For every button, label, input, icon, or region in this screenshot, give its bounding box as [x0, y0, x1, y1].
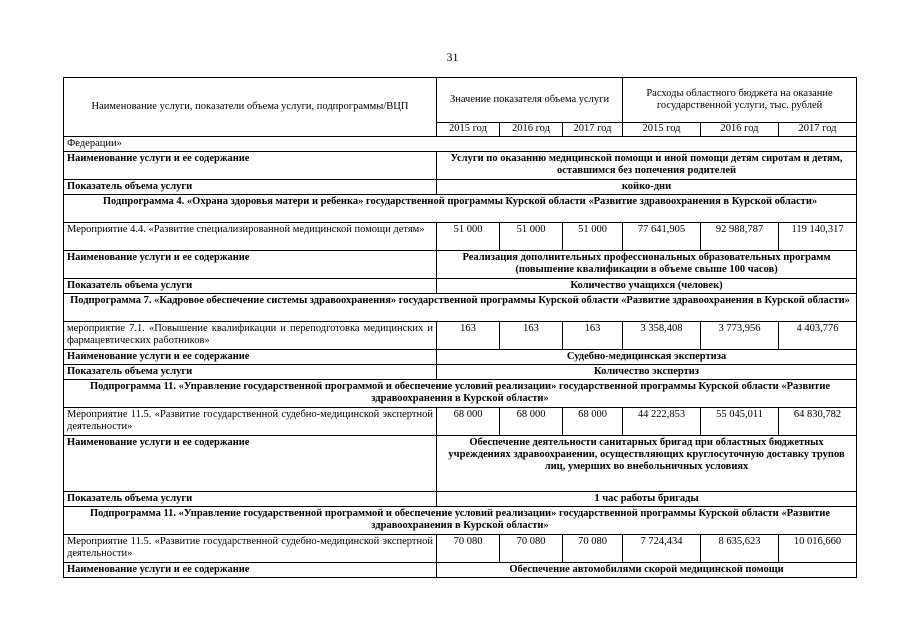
- value-cell: 70 080: [563, 535, 623, 563]
- subprogram-row: Подпрограмма 4. «Охрана здоровья матери и ребенка» государственной программы Курской области «Развитие здравоохранения в Курской области»: [64, 195, 857, 223]
- header-budget: Расходы областного бюджета на оказание государственной услуги, тыс. рублей: [623, 78, 857, 123]
- indicator-label: Показатель объема услуги: [64, 279, 437, 294]
- header-name: Наименование услуги, показатели объема услуги, подпрограммы/ВЦП: [64, 78, 437, 137]
- year-header: 2015 год: [623, 123, 701, 137]
- measure-label: мероприятие 7.1. «Повышение квалификации и переподготовка медицинских и фармацевтических работников»: [64, 322, 437, 350]
- service-value: Судебно-медицинская экспертиза: [437, 350, 857, 365]
- year-header: 2015 год: [437, 123, 500, 137]
- service-label: Наименование услуги и ее содержание: [64, 436, 437, 492]
- service-label: Наименование услуги и ее содержание: [64, 350, 437, 365]
- indicator-value: Количество экспертиз: [437, 365, 857, 380]
- value-cell: 44 222,853: [623, 408, 701, 436]
- subprogram-row: Подпрограмма 11. «Управление государственной программой и обеспечение условий реализации» государственной программы Курской области «Развитие здравоохранения в Курской области»: [64, 380, 857, 408]
- service-label: Наименование услуги и ее содержание: [64, 152, 437, 180]
- value-cell: 64 830,782: [779, 408, 857, 436]
- services-table: [63, 77, 857, 578]
- indicator-label: Показатель объема услуги: [64, 365, 437, 380]
- indicator-label: Показатель объема услуги: [64, 180, 437, 195]
- value-cell: 92 988,787: [701, 223, 779, 251]
- measure-label: Мероприятие 11.5. «Развитие государственной судебно-медицинской экспертной деятельности»: [64, 408, 437, 436]
- value-cell: 7 724,434: [623, 535, 701, 563]
- year-header: 2017 год: [563, 123, 623, 137]
- value-cell: 163: [437, 322, 500, 350]
- service-label: Наименование услуги и ее содержание: [64, 563, 437, 578]
- value-cell: 3 773,956: [701, 322, 779, 350]
- service-value: Реализация дополнительных профессиональных образовательных программ (повышение квалификации в объеме свыше 100 часов): [437, 251, 857, 279]
- page-number: 31: [446, 50, 459, 64]
- measure-label: Мероприятие 4.4. «Развитие специализированной медицинской помощи детям»: [64, 223, 437, 251]
- service-value: Услуги по оказанию медицинской помощи и иной помощи детям сиротам и детям, оставшимся без попечения родителей: [437, 152, 857, 180]
- year-header: 2016 год: [500, 123, 563, 137]
- measure-label: Мероприятие 11.5. «Развитие государственной судебно-медицинской экспертной деятельности»: [64, 535, 437, 563]
- service-value: Обеспечение деятельности санитарных бригад при областных бюджетных учреждениях здравоохранении, осуществляющих круглосуточную доставку трупов лиц, умерших во внебольничных условиях: [437, 436, 857, 492]
- value-cell: 119 140,317: [779, 223, 857, 251]
- service-label: Наименование услуги и ее содержание: [64, 251, 437, 279]
- value-cell: 8 635,623: [701, 535, 779, 563]
- subprogram-row: Подпрограмма 7. «Кадровое обеспечение системы здравоохранения» государственной программы Курской области «Развитие здравоохранения в Курской области»: [64, 294, 857, 322]
- header-volume: Значение показателя объема услуги: [437, 78, 623, 123]
- value-cell: 10 016,660: [779, 535, 857, 563]
- value-cell: 70 080: [500, 535, 563, 563]
- value-cell: 77 641,905: [623, 223, 701, 251]
- indicator-value: Количество учащихся (человек): [437, 279, 857, 294]
- value-cell: 55 045,011: [701, 408, 779, 436]
- value-cell: 3 358,408: [623, 322, 701, 350]
- value-cell: 68 000: [563, 408, 623, 436]
- indicator-value: койко-дни: [437, 180, 857, 195]
- value-cell: 51 000: [437, 223, 500, 251]
- value-cell: 163: [500, 322, 563, 350]
- subprogram-row: Подпрограмма 11. «Управление государственной программой и обеспечение условий реализации» государственной программы Курской области «Развитие здравоохранения в Курской области»: [64, 507, 857, 535]
- year-header: 2017 год: [779, 123, 857, 137]
- year-header: 2016 год: [701, 123, 779, 137]
- value-cell: 68 000: [437, 408, 500, 436]
- continuation-row: Федерации»: [64, 137, 857, 152]
- value-cell: 68 000: [500, 408, 563, 436]
- indicator-label: Показатель объема услуги: [64, 492, 437, 507]
- value-cell: 163: [563, 322, 623, 350]
- value-cell: 51 000: [500, 223, 563, 251]
- value-cell: 4 403,776: [779, 322, 857, 350]
- value-cell: 51 000: [563, 223, 623, 251]
- service-value: Обеспечение автомобилями скорой медицинской помощи: [437, 563, 857, 578]
- value-cell: 70 080: [437, 535, 500, 563]
- indicator-value: 1 час работы бригады: [437, 492, 857, 507]
